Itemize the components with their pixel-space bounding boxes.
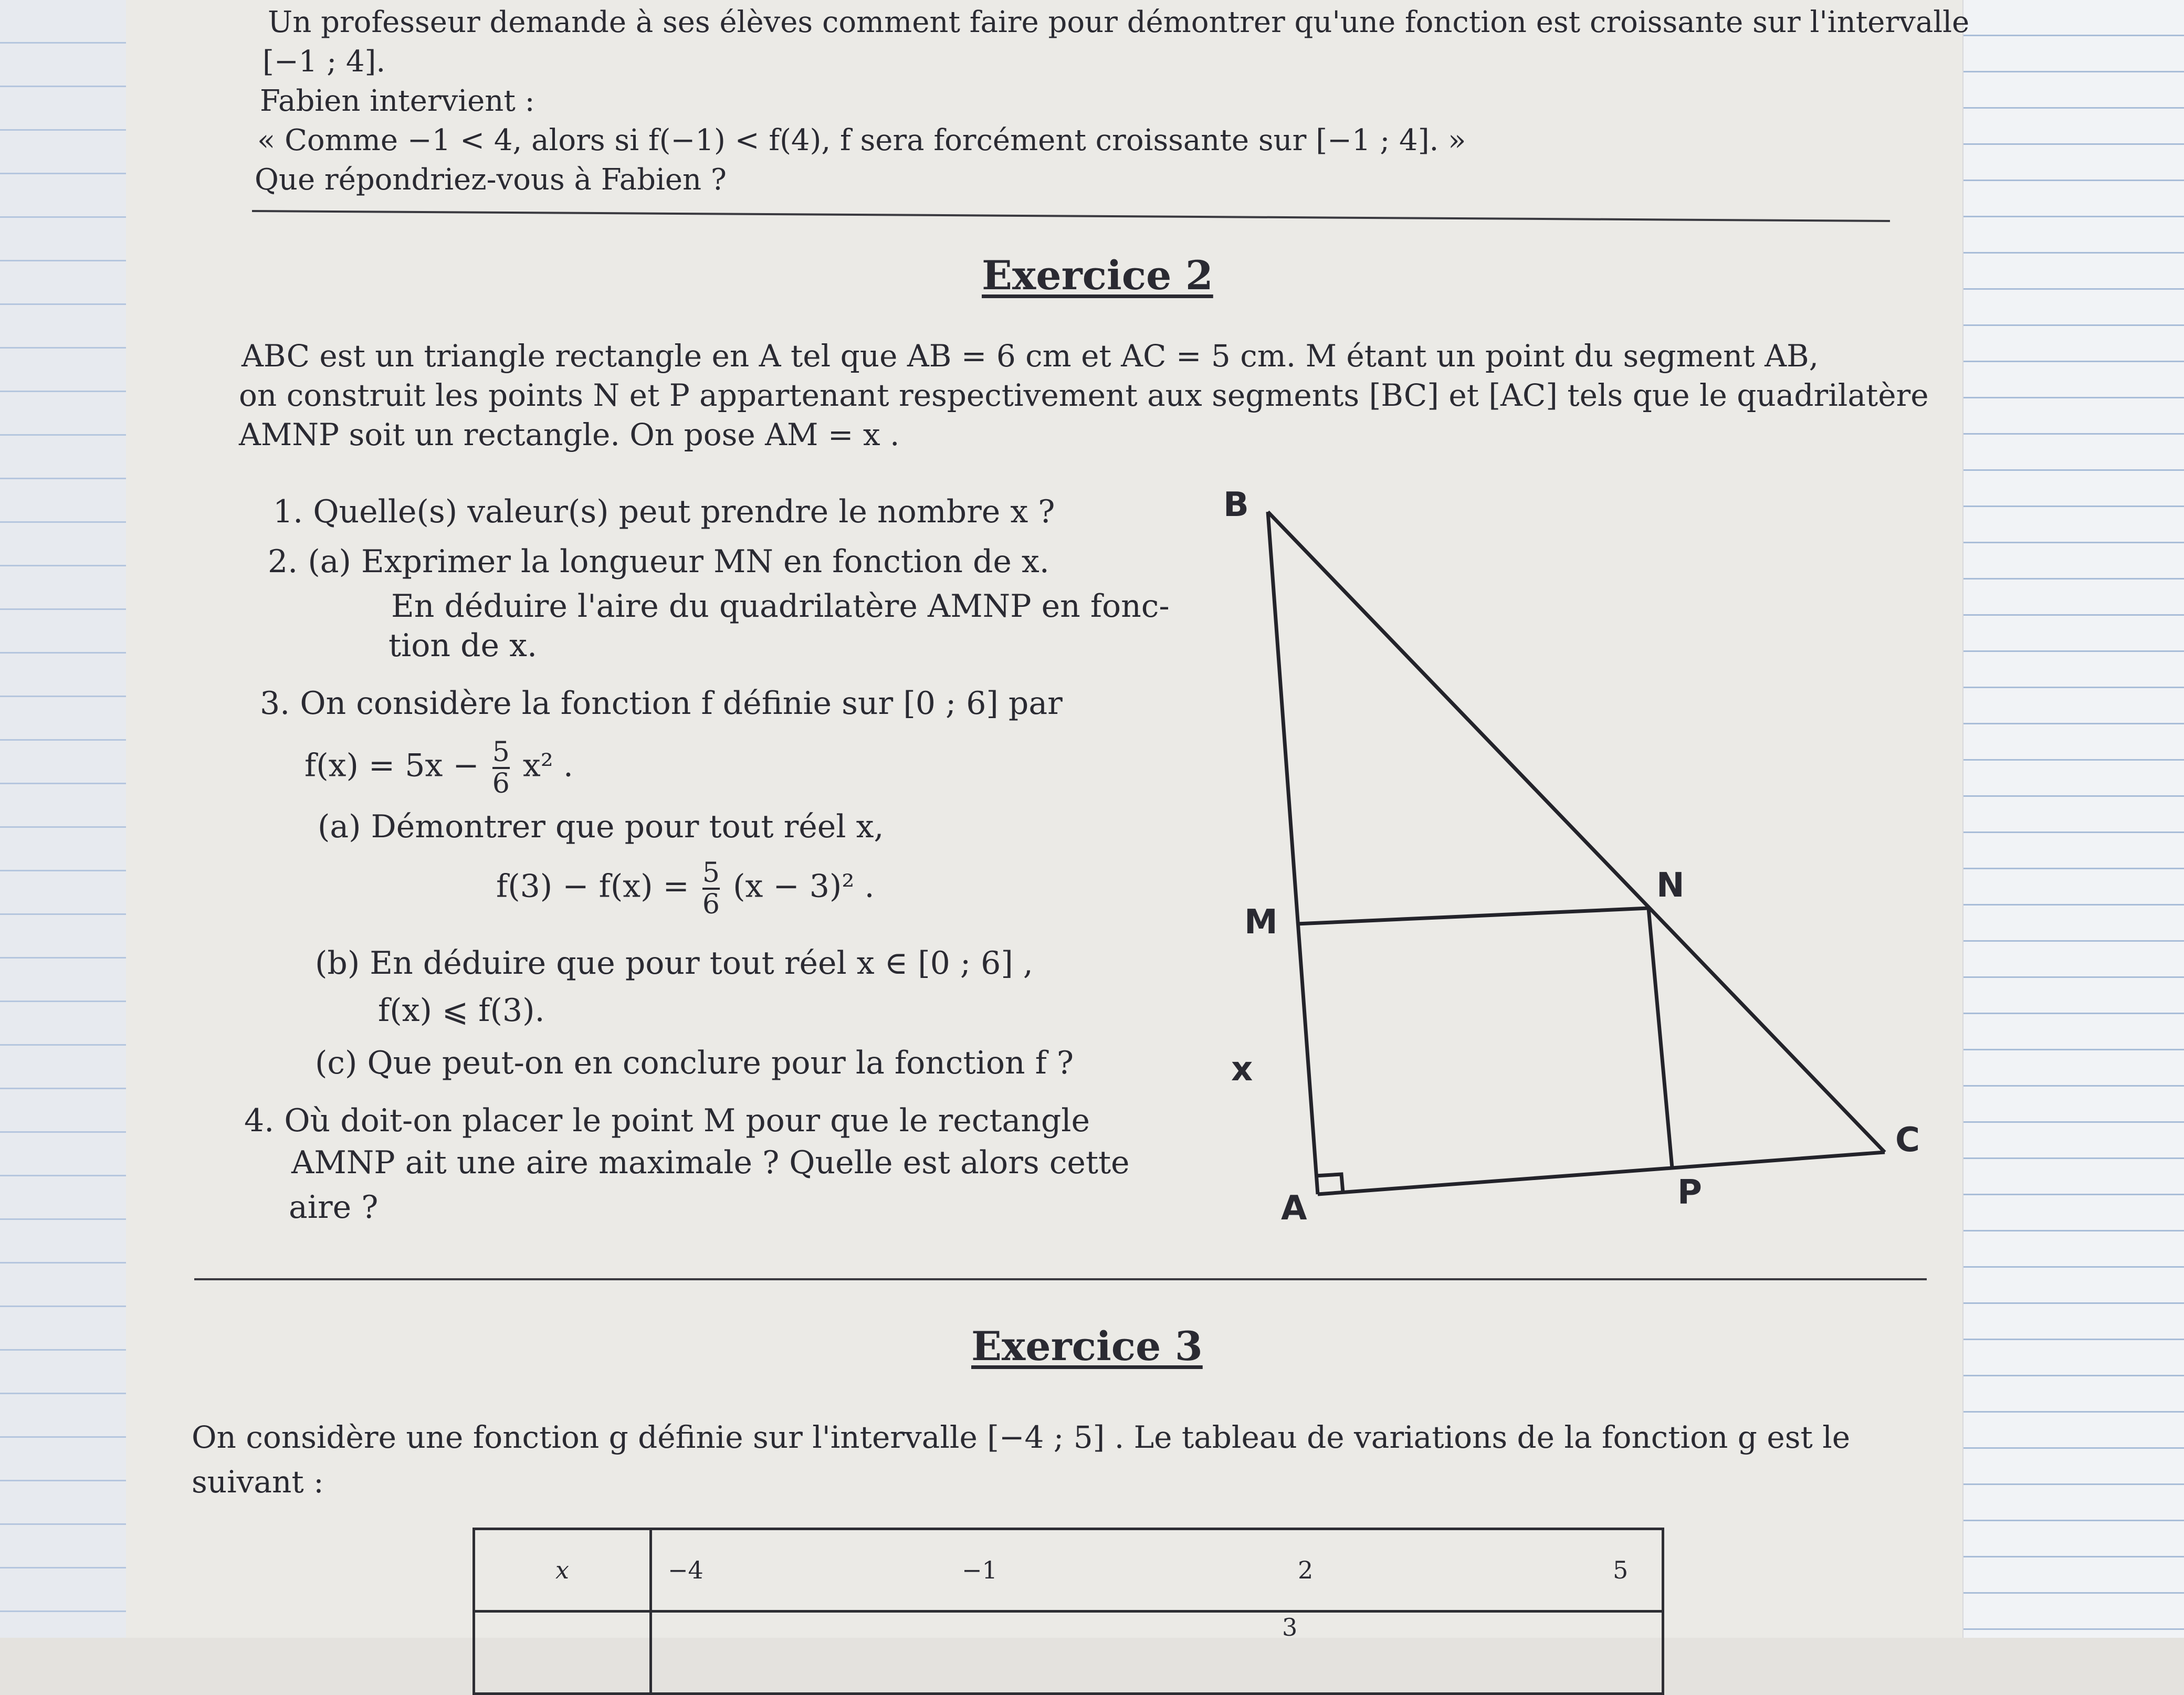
table-row <box>474 1529 1663 1612</box>
formula-right: (x − 3)² . <box>733 868 875 905</box>
question-2a: 2. (a) Exprimer la longueur MN en fonction de x. <box>268 543 1049 580</box>
statement-line: on construit les points N et P appartenant respectivement aux segments [BC] et [AC] tels que le quadrilatère <box>239 377 1929 413</box>
exercise-2-title: Exercice 2 <box>982 252 1213 299</box>
label-x: x <box>1231 1050 1253 1089</box>
label-P: P <box>1677 1173 1702 1212</box>
table-cell <box>651 1529 1663 1612</box>
intro-question: Que répondriez-vous à Fabien ? <box>255 163 727 197</box>
label-M: M <box>1244 903 1278 942</box>
formula-left: f(3) − f(x) = <box>496 868 689 905</box>
x-value: −1 <box>962 1556 998 1584</box>
statement-line: On considère une fonction g définie sur l'intervalle [−4 ; 5] . Le tableau de variations de la fonction g est le <box>192 1419 1851 1455</box>
statement-line: suivant : <box>192 1464 324 1500</box>
question-4: 4. Où doit-on placer le point M pour que le rectangle <box>244 1102 1090 1139</box>
segment-MN <box>1297 908 1648 924</box>
label-C: C <box>1895 1121 1920 1160</box>
table-row <box>474 1612 1663 1694</box>
label-B: B <box>1223 486 1249 524</box>
x-value: 2 <box>1298 1556 1314 1584</box>
fraction-numerator: 5 <box>492 736 510 768</box>
question-3b: (b) En déduire que pour tout réel x ∈ [0 ; 6] , <box>315 945 1033 982</box>
intro-line: Un professeur demande à ses élèves comment faire pour démontrer qu'une fonction est croissante sur l'intervalle <box>268 5 1970 39</box>
question-2a-cont: tion de x. <box>388 627 538 664</box>
fraction-denominator: 6 <box>702 889 720 920</box>
x-value: 5 <box>1613 1556 1629 1584</box>
question-3: 3. On considère la fonction f définie sur [0 ; 6] par <box>260 685 1063 722</box>
question-1: 1. Quelle(s) valeur(s) peut prendre le nombre x ? <box>273 493 1055 530</box>
formula-right: x² . <box>522 747 573 784</box>
segment-BC <box>1268 512 1885 1152</box>
intro-line: Fabien intervient : <box>260 84 535 118</box>
question-4-cont: AMNP ait une aire maximale ? Quelle est alors cette <box>291 1144 1130 1181</box>
divider <box>194 1278 1927 1280</box>
segment-AC <box>1318 1152 1885 1194</box>
question-3b-cont: f(x) ⩽ f(3). <box>378 992 545 1029</box>
statement-line: AMNP soit un rectangle. On pose AM = x . <box>239 417 900 452</box>
question-4-cont: aire ? <box>289 1189 379 1226</box>
exercise-3-title: Exercice 3 <box>971 1323 1203 1370</box>
variation-table <box>472 1528 1664 1695</box>
question-3c: (c) Que peut-on en conclure pour la fonction f ? <box>315 1045 1074 1081</box>
right-angle-mark <box>1315 1174 1343 1193</box>
question-2a-cont: En déduire l'aire du quadrilatère AMNP en fonc- <box>391 588 1170 625</box>
fraction-denominator: 6 <box>492 768 510 799</box>
formula-left: f(x) = 5x − <box>304 747 479 784</box>
table-header-cell: x <box>474 1529 651 1612</box>
g-value: 3 <box>1282 1613 1298 1641</box>
segment-AB <box>1268 512 1318 1194</box>
intro-quote: « Comme −1 < 4, alors si f(−1) < f(4), f sera forcément croissante sur [−1 ; 4]. » <box>257 123 1466 157</box>
table-cell <box>474 1612 651 1694</box>
label-N: N <box>1656 866 1685 905</box>
segment-NP <box>1648 908 1672 1168</box>
x-value: −4 <box>668 1556 704 1584</box>
table-cell <box>651 1612 1663 1694</box>
statement-line: ABC est un triangle rectangle en A tel que AB = 6 cm et AC = 5 cm. M étant un point du segment AB, <box>242 338 1819 374</box>
label-A: A <box>1281 1189 1307 1228</box>
intro-line: [−1 ; 4]. <box>262 45 386 79</box>
fraction-numerator: 5 <box>702 857 720 889</box>
question-3a: (a) Démontrer que pour tout réel x, <box>318 808 884 845</box>
